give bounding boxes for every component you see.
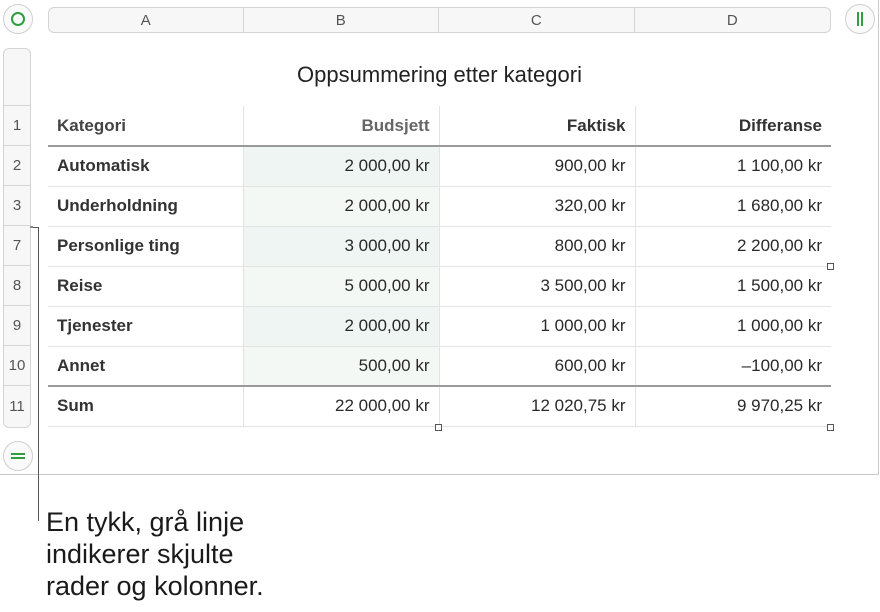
row-header-2[interactable]: 2 bbox=[4, 146, 30, 186]
cell-category[interactable]: Automatisk bbox=[48, 146, 243, 186]
table-row bbox=[48, 226, 831, 266]
cell-category[interactable]: Underholdning bbox=[48, 186, 243, 226]
selection-handle-corner[interactable] bbox=[827, 424, 834, 431]
row-header-11[interactable]: 11 bbox=[9, 398, 25, 415]
table-header-row bbox=[48, 106, 831, 146]
column-header-b[interactable]: B bbox=[244, 8, 440, 32]
circle-icon bbox=[11, 12, 25, 26]
footer-cell-label[interactable]: Sum bbox=[48, 386, 243, 426]
row-resize-handle[interactable] bbox=[3, 441, 33, 471]
row-header-10[interactable]: 10 bbox=[4, 346, 30, 386]
cell-difference[interactable]: –100,00 kr bbox=[635, 346, 831, 386]
cell-difference[interactable]: 1 100,00 kr bbox=[635, 146, 831, 186]
cell-category[interactable]: Reise bbox=[48, 266, 243, 306]
selection-handle-right[interactable] bbox=[827, 263, 834, 270]
cell-difference[interactable]: 1 680,00 kr bbox=[635, 186, 831, 226]
header-cell-category[interactable]: Kategori bbox=[48, 106, 243, 146]
table-row bbox=[48, 306, 831, 346]
cell-actual[interactable]: 600,00 kr bbox=[439, 346, 635, 386]
callout-leader-line bbox=[38, 228, 39, 521]
cell-category[interactable]: Tjenester bbox=[48, 306, 243, 346]
table-row bbox=[48, 346, 831, 386]
column-header-c[interactable]: C bbox=[439, 8, 635, 32]
row-header-title-spacer bbox=[4, 49, 30, 106]
callout-line-3: rader og kolonner. bbox=[46, 571, 264, 601]
column-resize-handle[interactable] bbox=[845, 4, 875, 34]
table-title[interactable]: Oppsummering etter kategori bbox=[297, 62, 582, 87]
cell-actual[interactable]: 320,00 kr bbox=[439, 186, 635, 226]
row-header-1[interactable]: 1 bbox=[4, 106, 30, 146]
header-cell-difference[interactable]: Differanse bbox=[635, 106, 831, 146]
callout-line-1: En tykk, grå linje bbox=[46, 507, 245, 537]
cell-budget[interactable]: 3 000,00 kr bbox=[243, 226, 439, 266]
table-row bbox=[48, 266, 831, 306]
column-header-d[interactable]: D bbox=[726, 11, 738, 29]
header-cell-budget[interactable]: Budsjett bbox=[243, 106, 439, 146]
cell-budget[interactable]: 5 000,00 kr bbox=[243, 266, 439, 306]
table-row bbox=[48, 146, 831, 186]
row-header-bar bbox=[3, 48, 31, 428]
selection-handle-bottom[interactable] bbox=[435, 424, 442, 431]
row-header-8[interactable]: 8 bbox=[4, 266, 30, 306]
table-row bbox=[48, 186, 831, 226]
column-header-bar bbox=[48, 7, 831, 33]
cell-actual[interactable]: 900,00 kr bbox=[439, 146, 635, 186]
row-bars-icon bbox=[11, 453, 25, 459]
row-header-7[interactable]: 7 bbox=[4, 226, 30, 266]
cell-budget[interactable]: 2 000,00 kr bbox=[243, 306, 439, 346]
cell-difference[interactable]: 1 500,00 kr bbox=[635, 266, 831, 306]
summary-table bbox=[48, 106, 831, 427]
cell-actual[interactable]: 800,00 kr bbox=[439, 226, 635, 266]
select-all-button[interactable] bbox=[3, 4, 33, 34]
cell-budget[interactable]: 2 000,00 kr bbox=[243, 186, 439, 226]
column-bars-icon bbox=[857, 12, 863, 26]
header-cell-actual[interactable]: Faktisk bbox=[439, 106, 635, 146]
column-header-a[interactable]: A bbox=[49, 8, 244, 32]
row-header-9[interactable]: 9 bbox=[4, 306, 30, 346]
footer-cell-budget-sum[interactable]: 22 000,00 kr bbox=[243, 386, 439, 426]
cell-category[interactable]: Annet bbox=[48, 346, 243, 386]
cell-actual[interactable]: 1 000,00 kr bbox=[439, 306, 635, 346]
table-footer-row bbox=[48, 386, 831, 426]
footer-cell-difference-sum[interactable]: 9 970,25 kr bbox=[635, 386, 831, 426]
cell-budget[interactable]: 2 000,00 kr bbox=[243, 146, 439, 186]
cell-actual[interactable]: 3 500,00 kr bbox=[439, 266, 635, 306]
cell-budget[interactable]: 500,00 kr bbox=[243, 346, 439, 386]
cell-difference[interactable]: 2 200,00 kr bbox=[635, 226, 831, 266]
callout-line-2: indikerer skjulte bbox=[46, 539, 234, 569]
cell-difference[interactable]: 1 000,00 kr bbox=[635, 306, 831, 346]
cell-category[interactable]: Personlige ting bbox=[48, 226, 243, 266]
row-header-3[interactable]: 3 bbox=[4, 186, 30, 226]
footer-cell-actual-sum[interactable]: 12 020,75 kr bbox=[439, 386, 635, 426]
callout-text bbox=[46, 506, 466, 602]
